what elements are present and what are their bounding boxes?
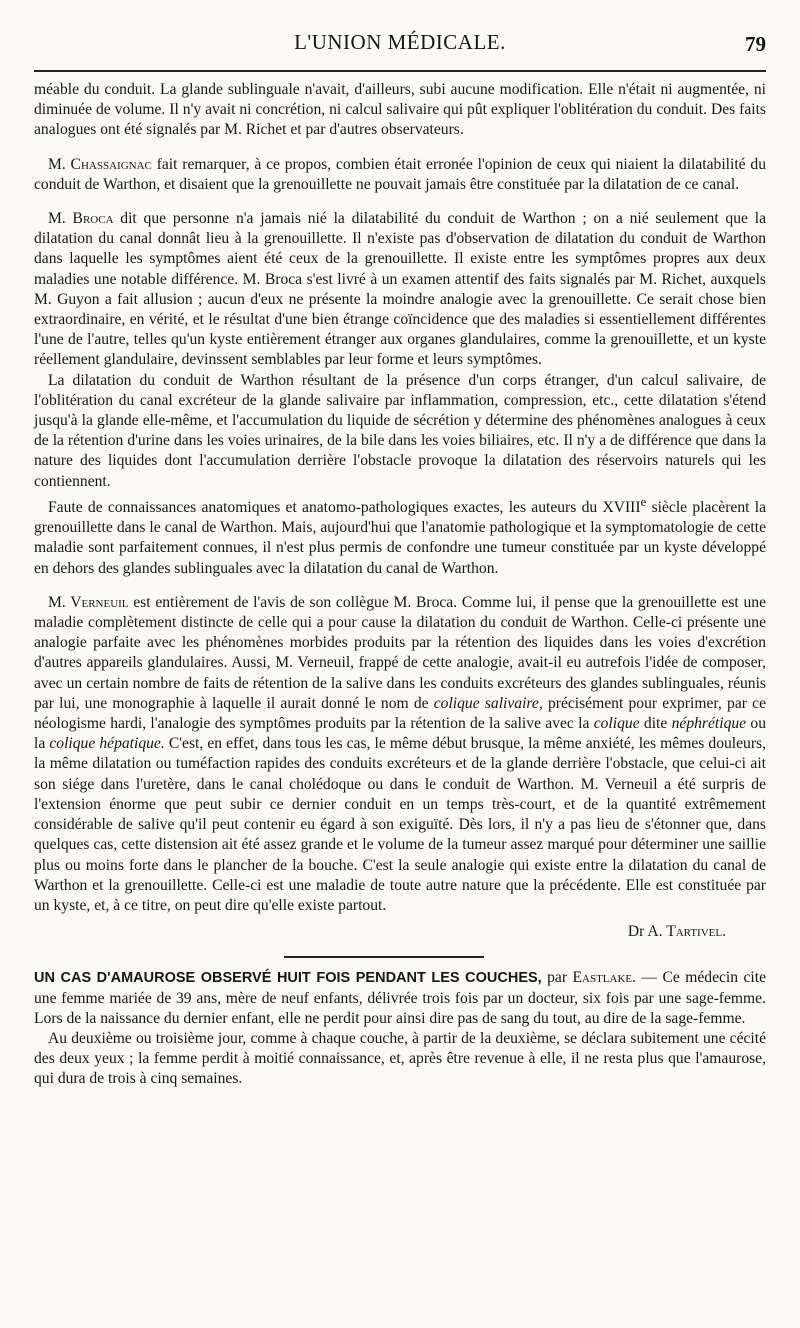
section-divider bbox=[284, 956, 484, 958]
paragraph-verneuil bbox=[34, 593, 766, 916]
century-superscript: e bbox=[640, 493, 647, 509]
paragraph-text: C'est, en effet, dans tous les cas, le même début brusque, la même anxiété, les mêmes douleurs, la même dilatation ou tuméfaction rapides des conduits excréteurs et de la glande derrière l'obstacle, que celui-ci ait son siége dans l'uretère, dans le canal cholédoque ou dans le conduit de Warthon. M. Verneuil a été surpris de l'extension énorme que peut subir ce dernier conduit en un temps très-court, et de la quantité extrêmement considérable de salive qu'il peut contenir eu égard à son exiguïté. Dès lors, il n'y a pas lieu de s'étonner que, dans quelques cas, cette distension ait été assez grande et le volume de la tumeur assez marqué pour déterminer une saillie plus ou moins forte dans le plancher de la bouche. C'est la seule analogie qui existe entre la dilatation du canal de Warthon et la grenouillette. Celle-ci est une maladie de toute autre nature que la précédente. Elle est constituée par un kyste, et, à ce titre, on peut dire qu'elle existe partout. bbox=[34, 735, 767, 914]
paragraph-text: ou la bbox=[34, 715, 767, 753]
paragraph-text: siècle placèrent la grenouillette dans le canal de Warthon. Mais, aujourd'hui que l'anatomie pathologique et la symptomatologie de cette maladie sont parfaitement connues, il n'est plus permis de confondre une tumeur constituée par un kyste développé en dehors des glandes sublinguales avec la dilatation du canal de Warthon. bbox=[34, 499, 766, 577]
paragraph-text: précisément pour exprimer, par ce néologisme hardi, l'analogie des symptômes produits par la rétention de la salive avec la bbox=[34, 694, 766, 733]
century-numeral: XVIII bbox=[602, 499, 641, 517]
paragraph-amaurose-2: Au deuxième ou troisième jour, comme à chaque couche, à partir de la deuxième, se déclara subitement une cécité des deux yeux ; la femme perdit à moitié connaissance, et, après être revenue à elle, il ne resta plus que l'amaurose, qui dura de trois à cinq semaines. bbox=[34, 1029, 766, 1088]
paragraph-chassaignac bbox=[34, 155, 766, 195]
italic-term: colique bbox=[593, 715, 640, 733]
paragraph-dilatation: La dilatation du conduit de Warthon résultant de la présence d'un corps étranger, d'un calcul salivaire, de l'oblitération du canal excréteur de la glande salivaire par inflammation, compression, etc., cette dilatation s'étend jusqu'à la glande elle-même, et l'accumulation du liquide de sécrétion y détermine des phénomènes analogues à ceux de la rétention d'urine dans les voies urinaires, de la bile dans les voies biliaires, etc. Il n'y a de différence que dans la nature des liquides dont l'accumulation derrière l'obstacle provoque la dilatation des réservoirs naturels qui les contiennent. bbox=[34, 371, 766, 490]
speaker-name: M. Chassaignac bbox=[48, 155, 152, 173]
article-author: Eastlake. bbox=[572, 969, 637, 987]
journal-title: L'UNION MÉDICALE. bbox=[294, 30, 506, 54]
paragraph-text: Faute de connaissances anatomiques et anatomo-pathologiques exactes, les auteurs du bbox=[48, 499, 603, 517]
article-by: par bbox=[541, 969, 573, 987]
italic-term: colique salivaire, bbox=[433, 694, 543, 712]
signature bbox=[34, 922, 766, 942]
paragraph-text: dit que personne n'a jamais nié la dilatabilité du conduit de Warthon ; on a nié seulement que la dilatation du canal donnât lieu à la grenouillette. Il n'existe pas d'observation de dilatation du conduit de Warthon dans laquelle les symptômes aient été ceux de la grenouillette. Il existe entre les symptômes propres aux deux maladies une notable différence. M. Broca s'est livré à un examen attentif des faits signalés par M. Richet, auxquels M. Guyon a fait allusion ; aucun d'eux ne présente la moindre analogie avec la grenouillette. Ce serait chose bien extraordinaire, en vérité, et le résultat d'une bien étrange coïncidence que des maladies si essentiellement différentes l'une de l'autre, telles qu'un kyste entièrement étranger aux organes glandulaires, comme la grenouillette, et un kyste réellement glandulaire, devinssent semblables par leur forme et leurs symptômes. bbox=[34, 210, 766, 369]
paragraph-continued: méable du conduit. La glande sublinguale n'avait, d'ailleurs, subi aucune modification. Elle n'était ni augmentée, ni diminuée de volume. Il n'y avait ni concrétion, ni calcul salivaire qui pût expliquer l'oblitération du conduit. Des faits analogues ont été signalés par M. Richet et par d'autres observateurs. bbox=[34, 81, 766, 139]
header-rule bbox=[34, 70, 766, 72]
article-amaurose bbox=[34, 968, 766, 1029]
paragraph-broca bbox=[34, 209, 766, 371]
paragraph-text: est entièrement de l'avis de son collègue M. Broca. Comme lui, il pense que la grenouillette est une maladie complètement distincte de celle qui a pour cause la dilatation du conduit de Warthon. Celle-ci présente une analogie parfaite avec les phénomènes morbides produits par la rétention des liquides dans les voies d'excrétion d'autres appareils glandulaires. Aussi, M. Verneuil, frappé de cette analogie, avait-il eu autrefois l'idée de composer, avec un certain nombre de faits de rétention de la salive dans les conduits excréteurs des glandes sublinguales, réunis par lui, une monographie à laquelle il aurait donné le nom de bbox=[34, 593, 766, 712]
page-number: 79 bbox=[745, 32, 766, 56]
signature-title: Dr bbox=[627, 923, 645, 941]
paragraph-text: fait remarquer, à ce propos, combien était erronée l'opinion de ceux qui niaient la dilatabilité du conduit de Warthon, et disaient que la grenouillette ne pouvait jamais être constituée par la dilatation de ce canal. bbox=[34, 155, 766, 193]
article-heading: UN CAS D'AMAUROSE OBSERVÉ HUIT FOIS PENDANT LES COUCHES, bbox=[34, 970, 542, 987]
paragraph-connaissances bbox=[34, 492, 766, 579]
speaker-name: M. Verneuil bbox=[48, 593, 129, 611]
italic-term: néphrétique bbox=[671, 715, 747, 733]
paragraph-text: dite bbox=[639, 715, 672, 733]
paragraph-text: — Ce médecin cite une femme mariée de 39 ans, mère de neuf enfants, délivrée trois fois par un docteur, six fois par une sage-femme. Lors de la naissance du dernier enfant, elle ne perdit pour ainsi dire pas de sang du tout, au dire de la sage-femme. bbox=[34, 969, 766, 1027]
article-body bbox=[34, 80, 766, 1090]
signature-name: A. Tartivel. bbox=[644, 923, 726, 941]
italic-term: colique hépatique. bbox=[49, 735, 165, 753]
page-header bbox=[34, 30, 766, 64]
speaker-name: M. Broca bbox=[48, 210, 114, 228]
